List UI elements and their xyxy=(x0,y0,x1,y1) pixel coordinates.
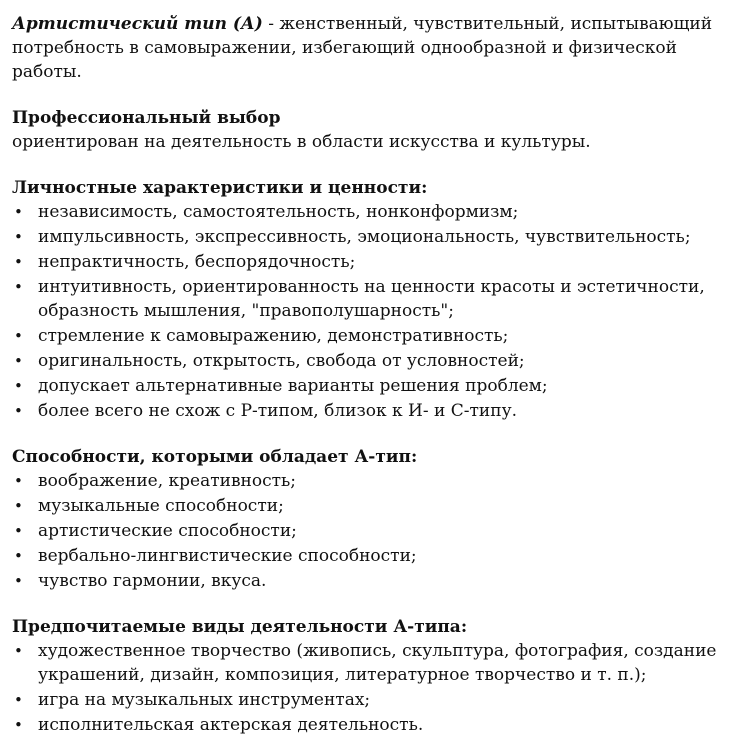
professional-choice-heading: Профессиональный выбор xyxy=(12,108,281,128)
list-item xyxy=(12,374,720,398)
list-item xyxy=(12,250,720,274)
bullet-icon: • xyxy=(14,691,23,709)
abilities-section xyxy=(12,445,720,593)
bullet-icon: • xyxy=(14,522,23,540)
activities-list xyxy=(12,639,720,737)
list-item xyxy=(12,349,720,373)
list-item xyxy=(12,494,720,518)
list-item xyxy=(12,688,720,712)
list-item xyxy=(12,713,720,737)
intro-text: - женственный, чувствительный, испытывающий потребность в самовыражении, избегающий однообразной и физической работы. xyxy=(12,14,713,82)
list-item-text: более всего не схож с Р-типом, близок к И- и С-типу. xyxy=(38,401,517,421)
abilities-heading: Способности, которыми обладает А-тип: xyxy=(12,447,418,467)
list-item-text: воображение, креативность; xyxy=(38,471,297,491)
bullet-icon: • xyxy=(14,377,23,395)
list-item-text: непрактичность, беспорядочность; xyxy=(38,252,356,272)
activities-section xyxy=(12,615,720,737)
list-item-text: стремление к самовыражению, демонстративность; xyxy=(38,326,509,346)
list-item xyxy=(12,469,720,493)
bullet-icon: • xyxy=(14,472,23,490)
traits-section xyxy=(12,176,720,423)
bullet-icon: • xyxy=(14,203,23,221)
bullet-icon: • xyxy=(14,253,23,271)
list-item-text: чувство гармонии, вкуса. xyxy=(38,571,267,591)
list-item xyxy=(12,519,720,543)
list-item xyxy=(12,324,720,348)
list-item xyxy=(12,569,720,593)
abilities-list xyxy=(12,469,720,593)
professional-choice-text: ориентирован на деятельность в области искусства и культуры. xyxy=(12,132,591,152)
bullet-icon: • xyxy=(14,352,23,370)
list-item xyxy=(12,399,720,423)
bullet-icon: • xyxy=(14,547,23,565)
traits-list xyxy=(12,200,720,423)
list-item-text: музыкальные способности; xyxy=(38,496,284,516)
professional-choice-section xyxy=(12,106,720,154)
list-item xyxy=(12,544,720,568)
list-item xyxy=(12,200,720,224)
list-item-text: интуитивность, ориентированность на ценности красоты и эстетичности, образность мышления, "правополушарность"; xyxy=(38,277,705,321)
activities-heading: Предпочитаемые виды деятельности А-типа: xyxy=(12,617,468,637)
intro-paragraph xyxy=(12,12,720,84)
traits-heading: Личностные характеристики и ценности: xyxy=(12,178,428,198)
bullet-icon: • xyxy=(14,327,23,345)
bullet-icon: • xyxy=(14,402,23,420)
list-item-text: игра на музыкальных инструментах; xyxy=(38,690,371,710)
list-item-text: импульсивность, экспрессивность, эмоциональность, чувствительность; xyxy=(38,227,691,247)
list-item-text: художественное творчество (живопись, скульптура, фотография, создание украшений, дизайн, композиция, литературное творчество и т. п.); xyxy=(38,641,717,685)
bullet-icon: • xyxy=(14,642,23,660)
bullet-icon: • xyxy=(14,716,23,734)
list-item-text: допускает альтернативные варианты решения проблем; xyxy=(38,376,548,396)
bullet-icon: • xyxy=(14,228,23,246)
list-item-text: независимость, самостоятельность, нонконформизм; xyxy=(38,202,519,222)
list-item xyxy=(12,275,720,323)
type-title: Артистический тип (А) xyxy=(12,14,263,34)
list-item xyxy=(12,639,720,687)
list-item-text: оригинальность, открытость, свобода от условностей; xyxy=(38,351,525,371)
bullet-icon: • xyxy=(14,572,23,590)
list-item-text: артистические способности; xyxy=(38,521,297,541)
list-item-text: вербально-лингвистические способности; xyxy=(38,546,417,566)
bullet-icon: • xyxy=(14,497,23,515)
list-item-text: исполнительская актерская деятельность. xyxy=(38,715,424,735)
bullet-icon: • xyxy=(14,278,23,296)
list-item xyxy=(12,225,720,249)
